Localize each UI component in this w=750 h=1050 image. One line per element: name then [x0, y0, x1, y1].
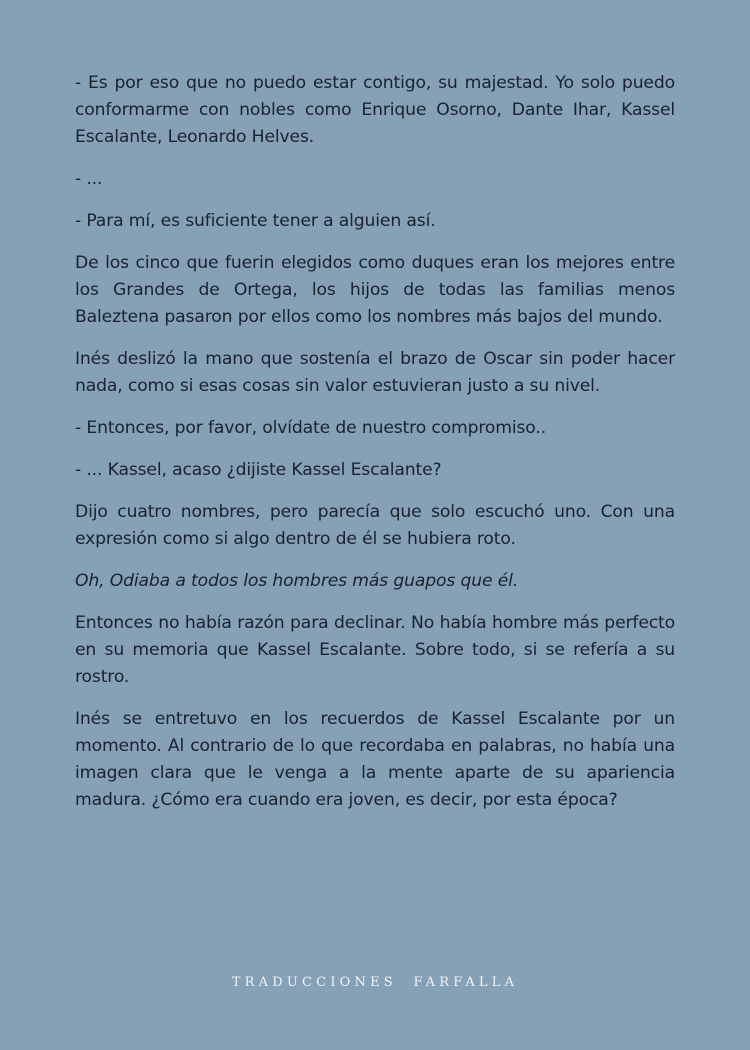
paragraph-dialogue-1: - Es por eso que no puedo estar contigo, su majestad. Yo solo puedo conformarme con nobles como Enrique Osorno, Dante Ihar, Kassel Escalante, Leonardo Helves.: [75, 73, 675, 147]
paragraph-dialogue-5: - ... Kassel, acaso ¿dijiste Kassel Escalante?: [75, 460, 442, 480]
paragraph-narration-2: Inés deslizó la mano que sostenía el brazo de Oscar sin poder hacer nada, como si esas cosas sin valor estuvieran justo a su nivel.: [75, 349, 675, 396]
paragraph-narration-5: Inés se entretuvo en los recuerdos de Kassel Escalante por un momento. Al contrario de lo que recordaba en palabras, no había una imagen clara que le venga a la mente aparte de su apariencia madura. ¿Cómo era cuando era joven, es decir, por esta época?: [75, 709, 675, 810]
translator-credit-footer: TRADUCCIONES FARFALLA: [231, 975, 519, 990]
paragraph-thought-italic: Oh, Odiaba a todos los hombres más guapos que él.: [75, 571, 519, 591]
document-page: [75, 70, 675, 829]
paragraph-dialogue-4: - Entonces, por favor, olvídate de nuestro compromiso..: [75, 418, 547, 438]
paragraph-narration-1: De los cinco que fuerin elegidos como duques eran los mejores entre los Grandes de Ortega, los hijos de todas las familias menos Baleztena pasaron por ellos como los nombres más bajos del mundo.: [75, 253, 675, 327]
paragraph-dialogue-3: - Para mí, es suficiente tener a alguien así.: [75, 211, 436, 231]
paragraph-narration-4: Entonces no había razón para declinar. No había hombre más perfecto en su memoria que Kassel Escalante. Sobre todo, si se refería a su rostro.: [75, 613, 675, 687]
paragraph-narration-3: Dijo cuatro nombres, pero parecía que solo escuchó uno. Con una expresión como si algo dentro de él se hubiera roto.: [75, 502, 675, 549]
paragraph-dialogue-2: - ...: [75, 169, 103, 189]
